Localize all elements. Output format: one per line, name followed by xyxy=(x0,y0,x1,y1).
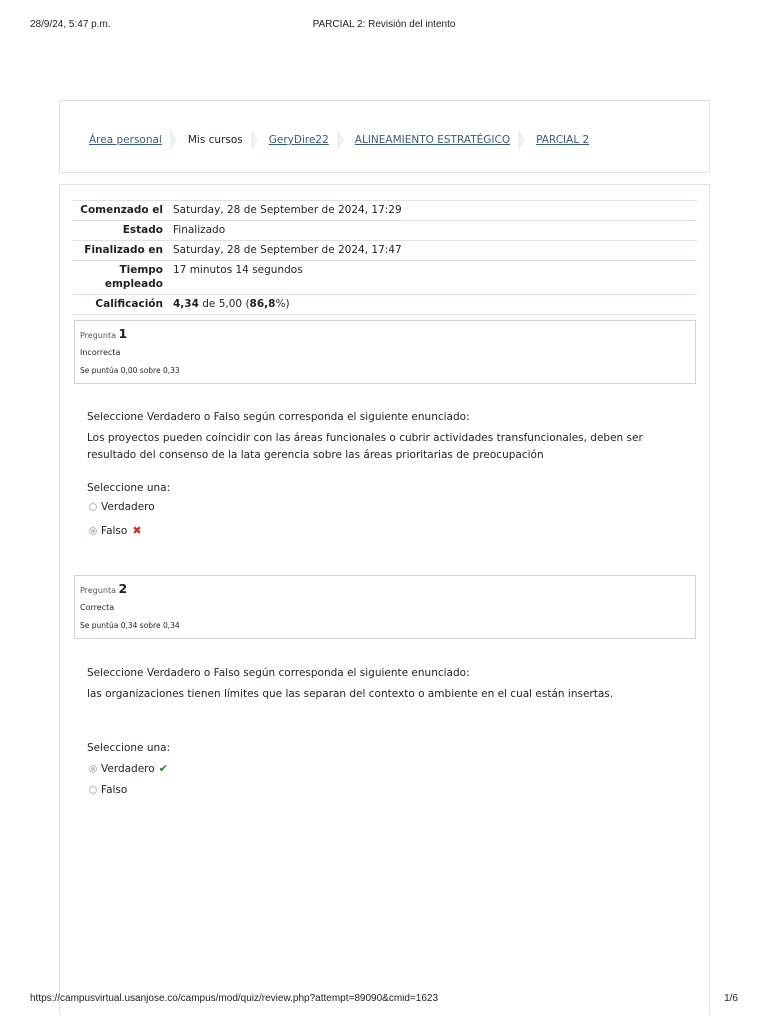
summary-row-started xyxy=(72,200,697,220)
summary-label xyxy=(72,263,173,291)
question-number-label: Pregunta xyxy=(80,331,116,340)
question-instruction: Seleccione Verdadero o Falso según corresponda el siguiente enunciado: xyxy=(87,667,470,679)
question-text-2 xyxy=(87,665,677,703)
radio-checked-icon[interactable] xyxy=(89,527,97,535)
summary-value: Finalizado xyxy=(173,224,226,236)
answer-option-label: Falso xyxy=(101,784,128,796)
summary-row-state xyxy=(72,220,697,240)
question-state: Correcta xyxy=(80,603,115,612)
summary-label-line: empleado xyxy=(104,278,163,290)
question-number-label: Pregunta xyxy=(80,586,116,595)
grade-of: de 5,00 ( xyxy=(202,298,250,310)
incorrect-x-icon: ✖ xyxy=(132,524,142,537)
answer-option-verdadero[interactable] xyxy=(89,762,168,775)
summary-label: Comenzado el xyxy=(80,204,163,216)
summary-label: Finalizado en xyxy=(84,244,163,256)
question-info-1 xyxy=(74,320,696,384)
breadcrumb-separator-icon xyxy=(170,129,180,151)
answer-option-label: Falso xyxy=(101,524,128,537)
attempt-summary-table xyxy=(72,200,697,315)
radio-checked-icon[interactable] xyxy=(89,765,97,773)
print-url: https://campusvirtual.usanjose.co/campus/mod/quiz/review.php?attempt=89090&cmid=1623 xyxy=(30,993,439,1004)
breadcrumb-course-group[interactable]: GeryDire22 xyxy=(268,134,329,146)
question-text-1 xyxy=(87,409,677,464)
grade-percent: 86,8 xyxy=(249,298,276,310)
print-page-number: 1/6 xyxy=(724,993,738,1004)
question-statement: las organizaciones tienen límites que las separan del contexto o ambiente en el cual están insertas. xyxy=(87,688,614,700)
question-number-value: 1 xyxy=(118,326,128,341)
answer-option-label: Verdadero xyxy=(101,762,155,775)
print-footer xyxy=(0,993,768,1007)
question-grade: Se puntúa 0,00 sobre 0,33 xyxy=(80,366,180,375)
grade-close: %) xyxy=(275,298,290,310)
question-info-2 xyxy=(74,575,696,639)
question-grade: Se puntúa 0,34 sobre 0,34 xyxy=(80,621,180,630)
correct-check-icon: ✔ xyxy=(158,762,168,775)
answer-option-verdadero[interactable] xyxy=(89,501,155,513)
answer-option-falso[interactable] xyxy=(89,524,142,537)
summary-row-time xyxy=(72,260,697,294)
breadcrumb-area-personal[interactable]: Área personal xyxy=(89,134,162,146)
answer-option-label: Verdadero xyxy=(101,501,155,513)
grade-score: 4,34 xyxy=(173,298,199,310)
summary-label: Estado xyxy=(122,224,163,236)
breadcrumb-course[interactable]: ALINEAMIENTO ESTRATÉGICO xyxy=(354,134,511,146)
radio-unchecked-icon[interactable] xyxy=(89,786,97,794)
print-datetime: 28/9/24, 5:47 p.m. xyxy=(30,19,111,30)
question-number xyxy=(80,326,127,341)
summary-value xyxy=(173,297,697,311)
summary-value: Saturday, 28 de September de 2024, 17:47 xyxy=(173,244,402,256)
breadcrumb-quiz[interactable]: PARCIAL 2 xyxy=(536,134,590,146)
breadcrumb-separator-icon xyxy=(251,129,261,151)
summary-value: 17 minutos 14 segundos xyxy=(173,264,303,276)
radio-unchecked-icon[interactable] xyxy=(89,503,97,511)
answer-option-falso[interactable] xyxy=(89,784,127,796)
question-number xyxy=(80,581,127,596)
summary-row-finished xyxy=(72,240,697,260)
breadcrumb-separator-icon xyxy=(337,129,347,151)
question-number-value: 2 xyxy=(118,581,128,596)
summary-value: Saturday, 28 de September de 2024, 17:29 xyxy=(173,204,402,216)
breadcrumb-card xyxy=(59,100,710,173)
summary-row-grade xyxy=(72,294,697,315)
summary-label: Calificación xyxy=(95,298,163,310)
question-instruction: Seleccione Verdadero o Falso según corresponda el siguiente enunciado: xyxy=(87,411,470,423)
question-state: Incorrecta xyxy=(80,348,121,357)
breadcrumb xyxy=(89,129,589,151)
summary-label-line: Tiempo xyxy=(119,264,163,276)
breadcrumb-mis-cursos[interactable]: Mis cursos xyxy=(187,134,243,146)
print-title: PARCIAL 2: Revisión del intento xyxy=(312,19,456,30)
print-header xyxy=(0,19,768,33)
answer-prompt: Seleccione una: xyxy=(87,742,171,754)
answer-prompt: Seleccione una: xyxy=(87,482,171,494)
question-statement: Los proyectos pueden coincidir con las áreas funcionales o cubrir actividades transfuncionales, deben ser resultado del consenso de la lata gerencia sobre las áreas prioritarias de preocupación xyxy=(87,432,643,461)
breadcrumb-separator-icon xyxy=(518,129,528,151)
